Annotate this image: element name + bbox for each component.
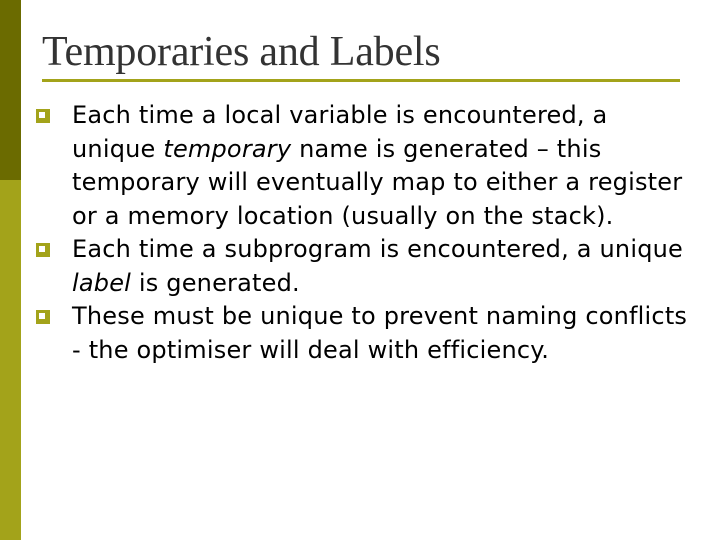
square-bullet-icon: [36, 243, 50, 257]
bullet-text-after: name is generated – this temporary will eventually map to either a register or a memory location (usually on the stack).: [72, 134, 683, 230]
bullet-text-before: Each time a subprogram is encountered, a unique: [72, 235, 684, 263]
sidebar-accent-light: [0, 180, 21, 540]
square-bullet-icon: [36, 310, 50, 324]
bullet-list: [36, 99, 696, 367]
title-underline: [42, 79, 680, 82]
bullet-text-after: is generated.: [131, 268, 300, 297]
bullet-text-before: These must be unique to prevent naming conflicts - the optimiser will deal with efficiency.: [72, 302, 688, 364]
bullet-text-emphasis: temporary: [163, 134, 292, 163]
bullet-item-labels: [36, 233, 696, 300]
bullet-item-uniqueness: [36, 300, 696, 367]
bullet-item-temporaries: [36, 99, 696, 233]
slide-title: Temporaries and Labels: [42, 29, 441, 75]
sidebar-accent-dark: [0, 0, 21, 180]
square-bullet-icon: [36, 109, 50, 123]
bullet-text-emphasis: label: [72, 268, 132, 297]
bullet-text-before: Each time a local variable is encountered, a unique: [72, 101, 608, 163]
